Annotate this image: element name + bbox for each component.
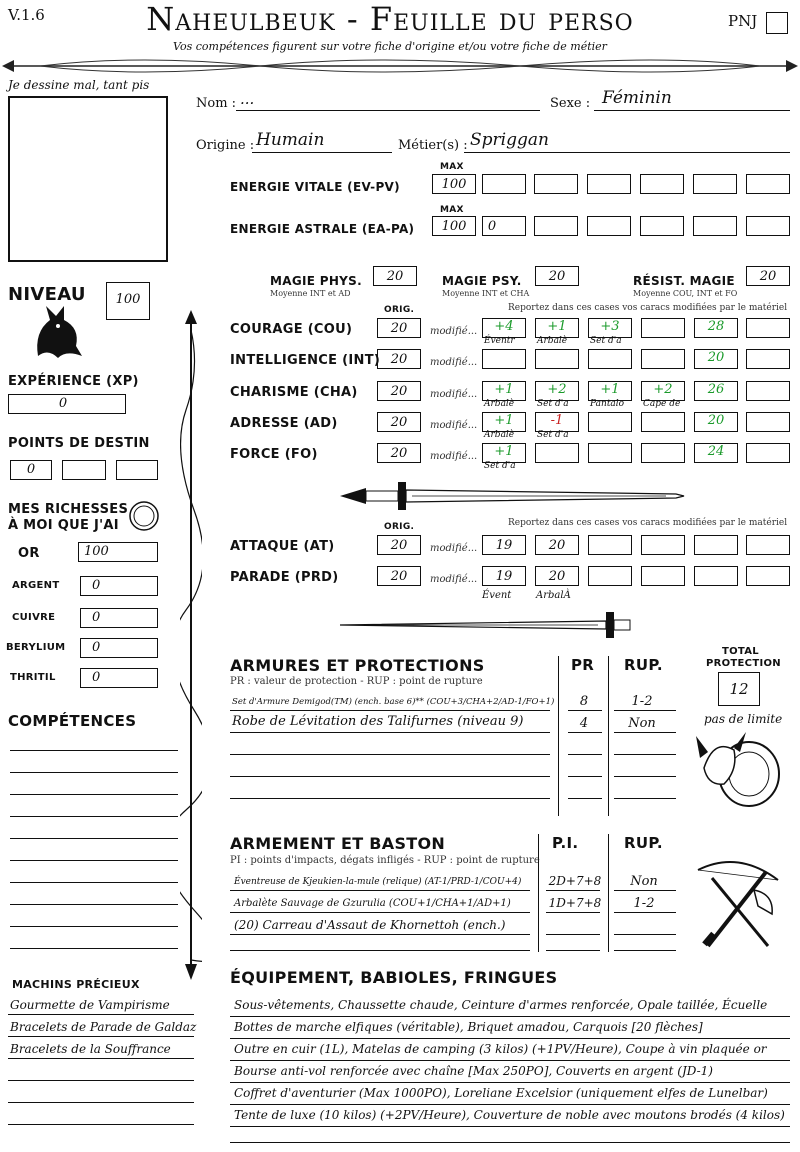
argent-label: ARGENT — [12, 580, 60, 591]
combat-mod-box[interactable] — [641, 566, 685, 586]
magie-phys-value: 20 — [386, 269, 404, 284]
sword-icon — [336, 478, 686, 514]
resist-magie-label: RÉSIST. MAGIE — [633, 274, 735, 288]
nom-label: Nom : — [196, 96, 237, 111]
metier-label: Métier(s) : — [398, 138, 468, 153]
combat-label: ATTAQUE (AT) — [230, 539, 335, 554]
stat-mod-box[interactable] — [746, 381, 790, 401]
stat-mod-value: +3 — [600, 319, 620, 334]
destin-box-2[interactable] — [62, 460, 106, 480]
berylium-label: BERYLIUM — [6, 642, 66, 653]
portrait-frame[interactable] — [8, 96, 168, 262]
pnj-label: PNJ — [728, 12, 758, 30]
stat-modifie-label: modifié... — [430, 389, 478, 400]
ea-box[interactable] — [587, 216, 631, 236]
ea-box[interactable] — [746, 216, 790, 236]
stat-mod-value: +1 — [494, 382, 514, 397]
stat-mod-box[interactable] — [641, 443, 685, 463]
stat-mod-value: +4 — [494, 319, 514, 334]
stat-mod-note: Set d'a — [537, 430, 569, 440]
competences-label: COMPÉTENCES — [8, 712, 137, 730]
combat-modifie-label: modifié... — [430, 574, 478, 585]
armure-rup: Non — [628, 716, 656, 731]
equipement-rule — [230, 1038, 790, 1039]
combat-mod-box[interactable] — [694, 566, 738, 586]
magie-psy-label: MAGIE PSY. — [442, 274, 522, 288]
combat-mod-value: 20 — [548, 569, 566, 584]
sheet-title: Naheulbeuk - Feuille du perso — [146, 0, 634, 38]
staff-ornament-icon — [180, 310, 202, 980]
stat-mod-note: Pantalo — [590, 399, 625, 409]
magie-psy-value: 20 — [548, 269, 566, 284]
or-label: OR — [18, 546, 40, 561]
arme-name: (20) Carreau d'Assaut de Khornettoh (ench.) — [234, 918, 506, 932]
ea-box[interactable] — [640, 216, 684, 236]
equipement-line: Bottes de marche elfiques (véritable), Briquet amadou, Carquois [20 flèches] — [234, 1020, 703, 1034]
ea-max-label: MAX — [440, 205, 464, 215]
stat-mod-note: Set d'a — [590, 336, 622, 346]
stat-orig-value: 20 — [390, 352, 408, 367]
stat-mod-box[interactable] — [641, 349, 685, 369]
or-value: 100 — [84, 544, 109, 559]
arme-rup: Non — [630, 874, 658, 889]
magie-phys-label: MAGIE PHYS. — [270, 274, 362, 288]
stat-mod-value: -1 — [550, 413, 564, 428]
total-protection-value: 12 — [729, 680, 749, 698]
combat-label: PARADE (PRD) — [230, 570, 339, 585]
stat-mod-box[interactable] — [746, 318, 790, 338]
metier-value[interactable]: Spriggan — [470, 130, 549, 150]
sexe-value[interactable]: Féminin — [602, 88, 672, 108]
armures-title: ARMURES ET PROTECTIONS — [230, 656, 485, 675]
combat-mod-box[interactable] — [694, 535, 738, 555]
ev-box[interactable] — [693, 174, 737, 194]
experience-label: EXPÉRIENCE (XP) — [8, 374, 139, 389]
arme-pi: 1D+7+8 — [548, 896, 602, 910]
total-protection-note: pas de limite — [704, 712, 783, 726]
armement-pi-label: P.I. — [552, 834, 579, 852]
arme-pi: 2D+7+8 — [548, 874, 602, 888]
arme-rup: 1-2 — [633, 896, 655, 911]
ev-max-value: 100 — [441, 177, 467, 192]
combat-col-note: Évent — [482, 590, 512, 601]
stat-mod-box[interactable] — [588, 412, 632, 432]
niveau-label: NIVEAU — [8, 284, 86, 305]
combat-orig-value: 20 — [390, 538, 408, 553]
stats-orig-label: ORIG. — [384, 305, 415, 315]
cuivre-value: 0 — [92, 610, 101, 625]
stat-orig-value: 20 — [390, 415, 408, 430]
destin-label: POINTS DE DESTIN — [8, 436, 150, 451]
origine-label: Origine : — [196, 138, 255, 153]
armure-pr: 8 — [579, 694, 589, 709]
combat-mod-box[interactable] — [746, 566, 790, 586]
ev-max-label: MAX — [440, 162, 464, 172]
stat-mod-value: +1 — [494, 444, 514, 459]
armement-title: ARMEMENT ET BASTON — [230, 834, 446, 853]
destin-value: 0 — [26, 462, 36, 477]
ev-box[interactable] — [482, 174, 526, 194]
stat-mod-box[interactable] — [588, 443, 632, 463]
armement-rup-label: RUP. — [624, 834, 663, 852]
sexe-label: Sexe : — [550, 96, 591, 111]
richesses-label-1: MES RICHESSES — [8, 502, 129, 517]
equipement-line: Coffret d'aventurier (Max 1000PO), Loreliane Excelsior (uniquement elfes de Lunelbar) — [234, 1086, 768, 1100]
ev-label: ENERGIE VITALE (EV-PV) — [230, 180, 400, 194]
stat-orig-value: 20 — [390, 446, 408, 461]
combat-modifie-label: modifié... — [430, 543, 478, 554]
stat-label: ADRESSE (AD) — [230, 416, 338, 431]
weapons-icon — [688, 850, 788, 954]
ev-box[interactable] — [587, 174, 631, 194]
stat-mod-note: Set d'a — [484, 461, 516, 471]
stat-label: COURAGE (COU) — [230, 322, 353, 337]
thritil-value: 0 — [92, 670, 101, 685]
armures-note: PR : valeur de protection - RUP : point de rupture — [230, 676, 483, 687]
equipement-rule — [230, 1016, 790, 1017]
stat-modifie-label: modifié... — [430, 451, 478, 462]
armures-pr-label: PR — [571, 656, 595, 674]
equipement-rule — [230, 1104, 790, 1105]
resist-magie-note: Moyenne COU, INT et FO — [633, 289, 738, 298]
equipement-line: Tente de luxe (10 kilos) (+2PV/Heure), Couverture de noble avec moutons brodés (4 kilos) — [234, 1108, 785, 1122]
machin-item: Bracelets de Parade de Galdaz — [10, 1020, 197, 1034]
combat-orig-value: 20 — [390, 569, 408, 584]
version-label: V.1.6 — [8, 6, 45, 24]
stat-mod-value: 24 — [707, 444, 725, 459]
equipement-line: Bourse anti-vol renforcée avec chaîne [Max 250PO], Couverts en argent (JD-1) — [234, 1064, 713, 1078]
richesses-label-2: À MOI QUE J'AI — [8, 518, 119, 533]
equipement-rule — [230, 1126, 790, 1127]
equipement-rule — [230, 1060, 790, 1061]
machin-item: Bracelets de la Souffrance — [10, 1042, 171, 1056]
ea-max-value: 100 — [441, 219, 467, 234]
machin-item: Gourmette de Vampirisme — [10, 998, 170, 1012]
destin-box-3[interactable] — [116, 460, 158, 480]
stat-mod-value: +2 — [547, 382, 567, 397]
berylium-value: 0 — [92, 640, 101, 655]
ev-box[interactable] — [746, 174, 790, 194]
portrait-caption: Je dessine mal, tant pis — [8, 78, 150, 92]
combat-mod-value: 19 — [495, 569, 513, 584]
ea-current-value: 0 — [487, 219, 497, 234]
nom-value[interactable]: ... — [240, 90, 255, 108]
stat-modifie-label: modifié... — [430, 420, 478, 431]
combat-mod-box[interactable] — [588, 566, 632, 586]
cuivre-label: CUIVRE — [12, 612, 56, 623]
armure-name: Robe de Lévitation des Talifurnes (niveau 9) — [232, 714, 524, 729]
pnj-checkbox[interactable] — [766, 12, 788, 34]
arme-name: Arbalète Sauvage de Gzurulia (COU+1/CHA+1/AD+1) — [234, 898, 511, 909]
magie-phys-note: Moyenne INT et AD — [270, 289, 351, 298]
stat-mod-box[interactable] — [588, 349, 632, 369]
stat-mod-box[interactable] — [746, 349, 790, 369]
stat-mod-value: 20 — [707, 350, 725, 365]
shield-helmet-icon — [694, 728, 784, 810]
experience-value: 0 — [58, 396, 68, 411]
stat-mod-box[interactable] — [746, 443, 790, 463]
combat-note: Reportez dans ces cases vos caracs modifiées par le matériel — [508, 518, 788, 528]
stat-mod-note: Arbalè — [484, 430, 515, 440]
total-protection-label-2: PROTECTION — [706, 658, 781, 669]
stat-mod-value: +2 — [653, 382, 673, 397]
stat-mod-note: Cape de — [643, 399, 681, 409]
stat-mod-box[interactable] — [641, 412, 685, 432]
armement-note: PI : points d'impacts, dégats infligés - RUP : point de rupture — [230, 855, 540, 866]
combat-mod-box[interactable] — [641, 535, 685, 555]
equipement-line: Sous-vêtements, Chaussette chaude, Ceinture d'armes renforcée, Opale taillée, Écuelle — [234, 998, 768, 1012]
ev-box[interactable] — [640, 174, 684, 194]
armure-rup: 1-2 — [631, 694, 653, 709]
equipement-title: ÉQUIPEMENT, BABIOLES, FRINGUES — [230, 968, 558, 987]
combat-mod-box[interactable] — [588, 535, 632, 555]
combat-orig-label: ORIG. — [384, 522, 415, 532]
stat-mod-note: Set d'a — [537, 399, 569, 409]
stat-mod-value: +1 — [547, 319, 567, 334]
stat-mod-value: +1 — [494, 413, 514, 428]
stat-mod-box[interactable] — [535, 349, 579, 369]
stat-label: INTELLIGENCE (INT) — [230, 353, 381, 368]
combat-mod-value: 20 — [548, 538, 566, 553]
ornament-divider-icon — [0, 54, 800, 78]
stats-note: Reportez dans ces cases vos caracs modifiées par le matériel — [508, 303, 788, 313]
ev-box[interactable] — [534, 174, 578, 194]
stat-mod-value: 26 — [707, 382, 725, 397]
dragon-icon — [30, 302, 84, 362]
thritil-label: THRITIL — [10, 672, 56, 683]
ea-box[interactable] — [534, 216, 578, 236]
stat-label: FORCE (FO) — [230, 447, 318, 462]
machins-label: MACHINS PRÉCIEUX — [12, 978, 140, 991]
ea-label: ENERGIE ASTRALE (EA-PA) — [230, 222, 415, 236]
equipement-line: Outre en cuir (1L), Matelas de camping (3 kilos) (+1PV/Heure), Coupe à vin plaquée or — [234, 1042, 767, 1056]
stat-mod-note: Arbalè — [484, 399, 515, 409]
stat-mod-box[interactable] — [535, 443, 579, 463]
stat-mod-box[interactable] — [746, 412, 790, 432]
equipement-rule — [230, 1082, 790, 1083]
combat-mod-value: 19 — [495, 538, 513, 553]
magie-psy-note: Moyenne INT et CHA — [442, 289, 530, 298]
armure-name: Set d'Armure Demigod(TM) (ench. base 6)** (COU+3/CHA+2/AD-1/FO+1) — [232, 697, 555, 707]
stat-orig-value: 20 — [390, 384, 408, 399]
armure-pr: 4 — [579, 716, 589, 731]
total-protection-label-1: TOTAL — [722, 646, 759, 657]
stat-modifie-label: modifié... — [430, 357, 478, 368]
resist-magie-value: 20 — [759, 269, 777, 284]
sheet-subtitle: Vos compétences figurent sur votre fiche d'origine et/ou votre fiche de métier — [173, 40, 607, 53]
armures-rup-label: RUP. — [624, 656, 663, 674]
stat-mod-value: +1 — [600, 382, 620, 397]
combat-mod-box[interactable] — [746, 535, 790, 555]
stat-mod-box[interactable] — [641, 318, 685, 338]
sword-icon — [336, 610, 636, 640]
stat-mod-box[interactable] — [482, 349, 526, 369]
stat-mod-note: Arbalè — [537, 336, 568, 346]
niveau-value: 100 — [115, 292, 141, 307]
stat-mod-value: 28 — [707, 319, 725, 334]
ea-box[interactable] — [693, 216, 737, 236]
coin-icon — [128, 500, 160, 532]
stat-mod-note: Éventr — [484, 336, 515, 346]
stat-orig-value: 20 — [390, 321, 408, 336]
argent-value: 0 — [92, 578, 101, 593]
origine-value[interactable]: Humain — [256, 130, 325, 150]
stat-modifie-label: modifié... — [430, 326, 478, 337]
arme-name: Éventreuse de Kjeukien-la-mule (relique) (AT-1/PRD-1/COU+4) — [234, 877, 522, 887]
stat-label: CHARISME (CHA) — [230, 385, 358, 400]
stat-mod-value: 20 — [707, 413, 725, 428]
combat-col-note: ArbalÀ — [536, 590, 571, 601]
